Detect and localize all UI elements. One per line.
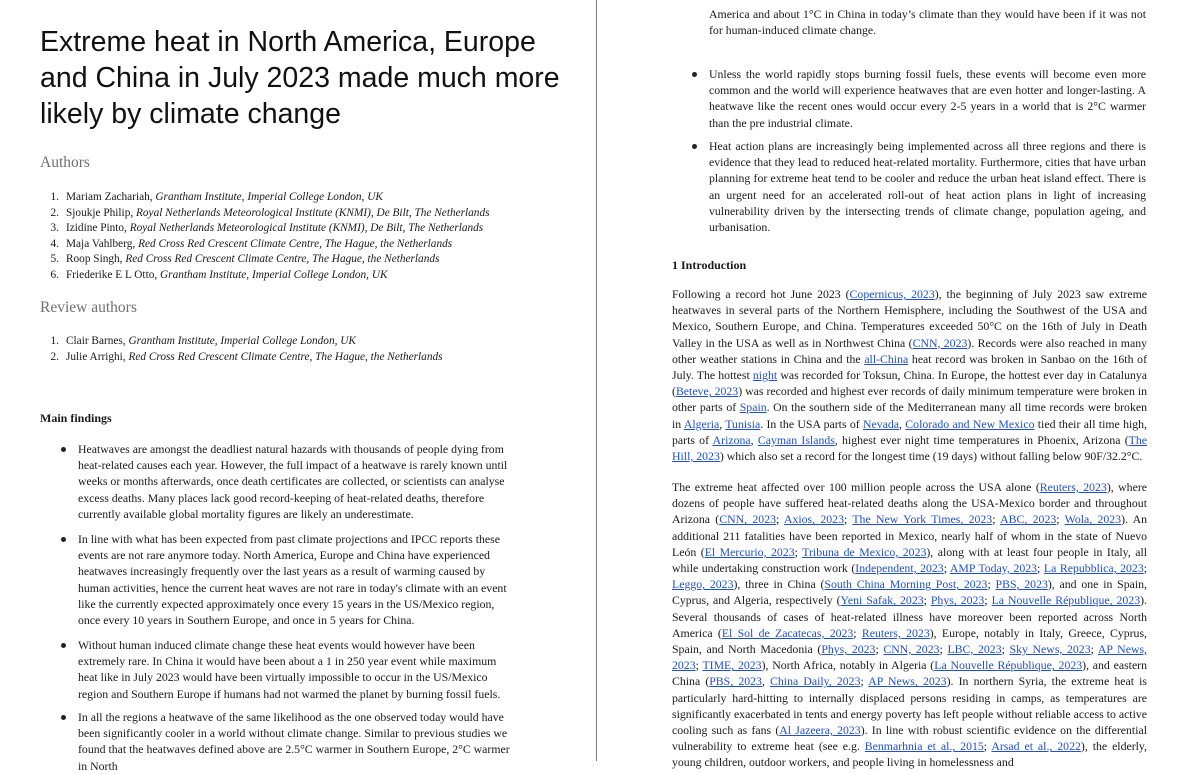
- citation-link[interactable]: Yeni Safak, 2023: [840, 593, 924, 608]
- review-author-item: 2. Julie Arrighi, Red Cross Red Crescent Climate Centre, The Hague, the Netherlands: [50, 350, 443, 363]
- citation-link[interactable]: Tribuna de Mexico, 2023: [802, 544, 927, 559]
- finding-item: In line with what has been expected from past climate projections and IPCC reports these events are not rare anymore today. North America, Europe and China have experienced heatwaves increasingly frequently over the last years as a result of warming caused by human activities, hence the current heat waves are not rare in today's climate with an event like the currently expected approximately once every 15 years in the US/Mexico region, once every 10 years in Southern Europe, and once in 5 years for China.: [78, 531, 518, 628]
- paragraph-text: ;: [843, 512, 853, 527]
- citation-link[interactable]: Phys, 2023: [930, 593, 985, 608]
- citation-link[interactable]: Sky News, 2023: [1009, 642, 1091, 657]
- citation-link[interactable]: Phys, 2023: [821, 642, 876, 657]
- paragraph-text: ,: [899, 416, 906, 431]
- paragraph-text: tied their all time high, parts of: [672, 416, 1147, 447]
- citation-link[interactable]: Spain: [739, 400, 767, 415]
- citation-link[interactable]: Arizona: [712, 432, 751, 447]
- citation-link[interactable]: CNN, 2023: [883, 642, 940, 657]
- paragraph-text: ;: [1037, 561, 1044, 576]
- finding-item: Without human induced climate change these heat events would however have been extremely rare. In China it would have been about a 1 in 250 year event while maximum heat like in July 2023 would have been virtually impossible to occur in the US/Mexico region and Southern Europe if humans had not warmed the planet by burning fossil fuels.: [78, 637, 518, 702]
- finding-item: Unless the world rapidly stops burning fossil fuels, these events will become even more common and the world will experience heatwaves that are even hotter and longer-lasting. A heatwave like the recent ones would occur every 2-5 years in a world that is 2°C warmer than the pre industrial climate.: [709, 67, 1146, 130]
- citation-link[interactable]: South China Morning Post, 2023: [824, 577, 988, 592]
- finding-item: Heat action plans are increasingly being implemented across all three regions and there is evidence that they lead to reduced heat-related mortality. Furthermore, cities that have urban planning for extreme heat tend to be cooler and reduce the urban heat island effect. There is an urgent need for an accelerated roll-out of heat action plans in light of increasing vulnerability driven by the intersecting trends of climate change, population ageing, and urbanisation.: [709, 139, 1146, 235]
- authors-list: [40, 190, 490, 284]
- citation-link[interactable]: Reuters, 2023: [861, 625, 930, 640]
- citation-link[interactable]: La Nouvelle République, 2023: [991, 593, 1141, 608]
- citation-link[interactable]: LBC, 2023: [947, 642, 1002, 657]
- review-authors-list: [40, 334, 443, 365]
- paragraph-text: ;: [983, 739, 992, 754]
- paragraph-text: ), the beginning of July 2023 saw extreme heatwaves in several parts of the Northern Hemisphere, including the Southwest of the USA and Mexico, Southern Europe, and China. Temperatures exceeded 50°C on the 16th of July in Death Valley in the USA as well as in Northwest China (: [672, 287, 1147, 350]
- finding-item-continued: America and about 1°C in China in today’s climate than they would have been if it was not for human-induced climate change.: [709, 7, 1146, 38]
- paragraph-text: ), where dozens of people have suffered heat-related deaths along the USA-Mexico border and throughout Arizona (: [672, 480, 1147, 527]
- citation-link[interactable]: all-China: [864, 351, 909, 366]
- right-page: [597, 0, 1200, 770]
- citation-link[interactable]: Colorado and New Mexico: [905, 416, 1035, 431]
- citation-link[interactable]: The New York Times, 2023: [852, 512, 993, 527]
- paragraph-text: ;: [794, 544, 803, 559]
- citation-link[interactable]: Cayman Islands: [757, 432, 835, 447]
- paragraph-text: ;: [853, 625, 862, 640]
- review-authors-heading: Review authors: [40, 299, 137, 316]
- finding-item: In all the regions a heatwave of the same likelihood as the one observed today would have been significantly cooler in a world without climate change. Similar to previous studies we found that the heatwaves defined above are 2.5°C warmer in Southern Europe, 2°C warmer in North: [78, 709, 518, 774]
- authors-heading: Authors: [40, 154, 90, 171]
- paragraph-text: ). Several thousands of cases of heat-related illness have moreover been reported across North America (: [672, 593, 1147, 640]
- paragraph-text: ;: [984, 593, 992, 608]
- introduction-heading: 1 Introduction: [672, 258, 747, 272]
- paragraph-text: ), and one in Spain, Cyprus, and Algeria, respectively (: [672, 577, 1147, 608]
- paragraph-text: ;: [860, 674, 869, 689]
- paragraph-text: ), and eastern China (: [672, 658, 1148, 689]
- citation-link[interactable]: AP News, 2023: [672, 642, 1147, 673]
- paragraph-text: ,: [719, 416, 726, 431]
- paragraph-text: , highest ever night time temperatures in Phoenix, Arizona (: [834, 432, 1129, 447]
- paragraph-text: heat record was broken in Sanbao on the 16th of July. The hottest: [672, 351, 1147, 383]
- citation-link[interactable]: El Mercurio, 2023: [704, 544, 795, 559]
- paragraph-text: ). In line with robust scientific evidence on the differential vulnerability to extreme heat (see e.g.: [672, 723, 1147, 754]
- paragraph-text: ). In northern Syria, the extreme heat is particularly hard-hitting to internally displaced persons residing in camps, as temperatures are significantly exacerbated in tents and energy poverty has left people without reliable access to active cooling such as fans (: [672, 674, 1148, 738]
- paragraph-text: ;: [1143, 561, 1148, 576]
- paragraph-text: ;: [923, 593, 931, 608]
- paragraph-text: ), the elderly, young children, outdoor workers, and people living in homelessness and: [672, 739, 1147, 770]
- report-title: Extreme heat in North America, Europe and China in July 2023 made much more likely by climate change: [40, 26, 560, 130]
- citation-link[interactable]: Leggo, 2023: [672, 577, 734, 592]
- citation-link[interactable]: Tunisia: [725, 416, 761, 431]
- citation-link[interactable]: ABC, 2023: [1000, 512, 1057, 527]
- paragraph-text: . On the southern side of the Mediterranean many all time records were broken in: [672, 400, 1147, 431]
- citation-link[interactable]: Independent, 2023: [855, 561, 944, 576]
- citation-link[interactable]: Wola, 2023: [1064, 512, 1122, 527]
- citation-link[interactable]: China Daily, 2023: [770, 674, 861, 689]
- citation-link[interactable]: AP News, 2023: [868, 674, 947, 689]
- paragraph-text: ;: [1090, 642, 1098, 657]
- author-item: 2. Sjoukje Philip, Royal Netherlands Meteorological Institute (KNMI), De Bilt, The Netherlands: [50, 206, 490, 219]
- author-item: 5. Roop Singh, Red Cross Red Crescent Climate Centre, The Hague, the Netherlands: [50, 253, 440, 266]
- citation-link[interactable]: TIME, 2023: [702, 658, 762, 673]
- paragraph-text: Following a record hot June 2023 (: [672, 287, 850, 301]
- paragraph-text: ) which also set a record for the longest time (19 days) without falling below 90F/32.2°C.: [719, 449, 1143, 464]
- author-item: 4. Maja Vahlberg, Red Cross Red Crescent Climate Centre, The Hague, the Netherlands: [50, 237, 453, 250]
- citation-link[interactable]: The Hill, 2023: [672, 432, 1148, 464]
- author-item: 3. Izidine Pinto, Royal Netherlands Meteorological Institute (KNMI), De Bilt, The Netherlands: [50, 222, 484, 235]
- paragraph-text: ;: [776, 512, 784, 527]
- main-findings-heading: Main findings: [40, 411, 112, 425]
- paragraph-text: ,: [750, 432, 758, 447]
- paragraph-text: ,: [761, 674, 771, 689]
- citation-link[interactable]: Reuters, 2023: [1039, 480, 1107, 494]
- citation-link[interactable]: Copernicus, 2023: [849, 287, 935, 301]
- paragraph-text: ). An additional 211 fatalities have been reported in Mexico, nearly half of whom in the state of Nuevo León (: [672, 512, 1148, 559]
- citation-link[interactable]: Beteve, 2023: [675, 384, 739, 399]
- paragraph-text: ;: [875, 642, 884, 657]
- citation-link[interactable]: Arsad et al., 2022: [991, 739, 1081, 754]
- citation-link[interactable]: Axios, 2023: [783, 512, 844, 527]
- citation-link[interactable]: CNN, 2023: [719, 512, 776, 527]
- paragraph-text: ) was recorded and highest ever records of daily minimum temperature were broken in other parts of: [672, 384, 1148, 415]
- paragraph-text: ;: [695, 658, 703, 673]
- citation-link[interactable]: Benmarhnia et al., 2015: [864, 739, 984, 754]
- paragraph-text: ;: [1001, 642, 1010, 657]
- paragraph-text: ), North Africa, notably in Algeria (: [761, 658, 935, 673]
- paragraph-text: was recorded for Toksun, China. In Europe, the hottest ever day in Catalunya (: [672, 368, 1148, 399]
- citation-link[interactable]: Algeria: [683, 416, 720, 431]
- citation-link[interactable]: CNN, 2023: [912, 335, 968, 350]
- left-page: [0, 0, 596, 773]
- finding-item: Heatwaves are amongst the deadliest natural hazards with thousands of people dying from heat-related causes each year. However, the full impact of a heatwave is rarely known until weeks or months afterwards, once death certificates are collected, or scientists can analyse excess deaths. Many places lack good record-keeping of heat-related deaths, therefore currently available global mortality figures are likely an underestimate.: [78, 441, 518, 522]
- paragraph-text: ;: [992, 512, 1001, 527]
- paragraph-text: . In the USA parts of: [760, 416, 863, 431]
- citation-link[interactable]: AMP Today, 2023: [949, 561, 1038, 576]
- citation-link[interactable]: La Nouvelle République, 2023: [934, 658, 1083, 673]
- author-item: 1. Mariam Zachariah, Grantham Institute, Imperial College London, UK: [50, 191, 383, 203]
- paragraph-text: ;: [987, 577, 996, 592]
- paragraph-text: ;: [939, 642, 948, 657]
- author-item: 6. Friederike E L Otto, Grantham Institute, Imperial College London, UK: [50, 268, 388, 281]
- paragraph-text: ), along with at least four people in Italy, all while undertaking construction work (: [672, 544, 1147, 576]
- paragraph-text: ), three in China (: [733, 577, 825, 592]
- intro-paragraph-2: [672, 479, 1147, 771]
- citation-link[interactable]: La Repubblica, 2023: [1043, 561, 1144, 576]
- intro-paragraph-1: [672, 286, 1147, 464]
- paragraph-text: ), Europe, notably in Italy, Greece, Cyprus, Spain, and North Macedonia (: [672, 625, 1147, 657]
- citation-link[interactable]: Al Jazeera, 2023: [779, 723, 861, 738]
- paragraph-text: ). Records were also reached in many other weather stations in China and the: [672, 335, 1148, 366]
- citation-link[interactable]: PBS, 2023: [995, 577, 1048, 592]
- paragraph-text: ;: [943, 561, 950, 576]
- citation-link[interactable]: night: [752, 368, 778, 383]
- paragraph-text: The extreme heat affected over 100 million people across the USA alone (: [672, 480, 1040, 494]
- citation-link[interactable]: El Sol de Zacatecas, 2023: [721, 625, 854, 640]
- citation-link[interactable]: PBS, 2023: [709, 674, 762, 689]
- paragraph-text: ;: [1056, 512, 1065, 527]
- review-author-item: 1. Clair Barnes, Grantham Institute, Imperial College London, UK: [50, 335, 356, 347]
- citation-link[interactable]: Nevada: [863, 416, 900, 431]
